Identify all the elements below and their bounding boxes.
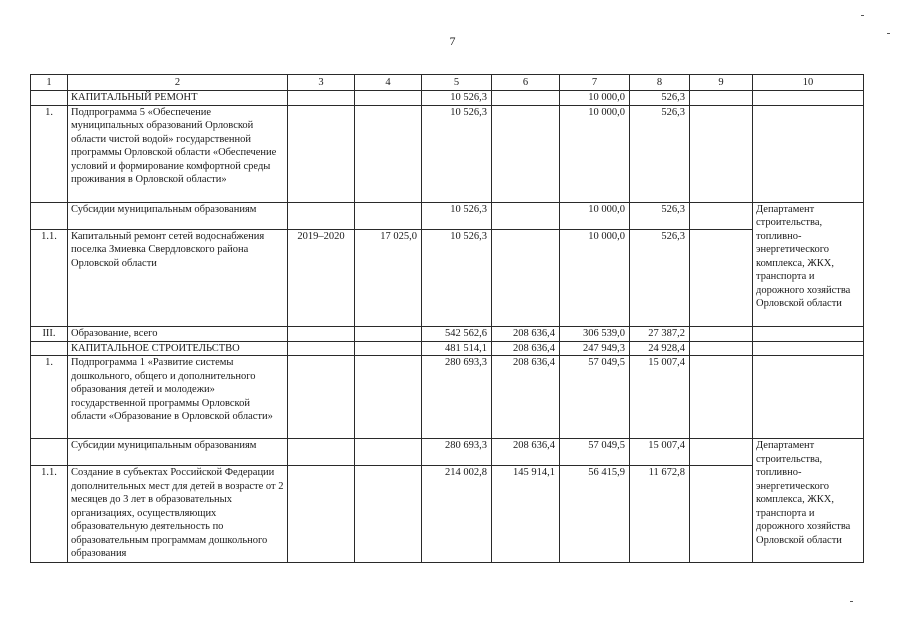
executor-cell xyxy=(753,356,864,439)
table-row xyxy=(31,466,864,563)
regional-cell: 247 949,3 xyxy=(560,341,630,356)
regional-cell: 10 000,0 xyxy=(560,202,630,229)
total-cell: 10 526,3 xyxy=(422,105,492,202)
period-cell xyxy=(288,341,355,356)
cost-cell xyxy=(355,466,422,563)
cost-cell xyxy=(355,341,422,356)
column-header: 8 xyxy=(630,75,690,91)
table-row xyxy=(31,229,864,326)
row-title: Образование, всего xyxy=(68,326,288,341)
local-cell: 11 672,8 xyxy=(630,466,690,563)
column-header: 2 xyxy=(68,75,288,91)
period-cell xyxy=(288,105,355,202)
row-number xyxy=(31,341,68,356)
federal-cell: 208 636,4 xyxy=(492,439,560,466)
other-cell xyxy=(690,326,753,341)
period-cell xyxy=(288,356,355,439)
local-cell: 526,3 xyxy=(630,229,690,326)
federal-cell: 208 636,4 xyxy=(492,341,560,356)
federal-cell xyxy=(492,229,560,326)
total-cell: 280 693,3 xyxy=(422,356,492,439)
total-cell: 280 693,3 xyxy=(422,439,492,466)
column-header: 5 xyxy=(422,75,492,91)
period-cell xyxy=(288,326,355,341)
cost-cell: 17 025,0 xyxy=(355,229,422,326)
other-cell xyxy=(690,466,753,563)
table-row xyxy=(31,105,864,202)
row-number: 1.1. xyxy=(31,229,68,326)
row-title: Субсидии муниципальным образованиям xyxy=(68,439,288,466)
total-cell: 542 562,6 xyxy=(422,326,492,341)
column-header: 3 xyxy=(288,75,355,91)
other-cell xyxy=(690,91,753,106)
federal-cell: 208 636,4 xyxy=(492,326,560,341)
row-title: Субсидии муниципальным образованиям xyxy=(68,202,288,229)
row-number xyxy=(31,202,68,229)
cost-cell xyxy=(355,356,422,439)
other-cell xyxy=(690,105,753,202)
regional-cell: 10 000,0 xyxy=(560,91,630,106)
regional-cell: 10 000,0 xyxy=(560,105,630,202)
row-title: КАПИТАЛЬНЫЙ РЕМОНТ xyxy=(68,91,288,106)
total-cell: 10 526,3 xyxy=(422,91,492,106)
executor-cell xyxy=(753,91,864,106)
table-row xyxy=(31,91,864,106)
regional-cell: 306 539,0 xyxy=(560,326,630,341)
column-header: 6 xyxy=(492,75,560,91)
column-header: 1 xyxy=(31,75,68,91)
scan-speck xyxy=(850,601,853,602)
cost-cell xyxy=(355,439,422,466)
federal-cell xyxy=(492,91,560,106)
cost-cell xyxy=(355,91,422,106)
table-row xyxy=(31,439,864,466)
executor-cell: Департамент строительства, топливно-энергетического комплекса, ЖКХ, транспорта и дорожного хозяйства Орловской области xyxy=(753,202,864,326)
table-header-row xyxy=(31,75,864,91)
row-number: III. xyxy=(31,326,68,341)
table-row xyxy=(31,202,864,229)
local-cell: 24 928,4 xyxy=(630,341,690,356)
column-header: 4 xyxy=(355,75,422,91)
period-cell xyxy=(288,91,355,106)
federal-cell xyxy=(492,202,560,229)
period-cell: 2019–2020 xyxy=(288,229,355,326)
local-cell: 15 007,4 xyxy=(630,356,690,439)
scan-speck xyxy=(887,33,890,34)
row-number: 1. xyxy=(31,105,68,202)
other-cell xyxy=(690,439,753,466)
local-cell: 15 007,4 xyxy=(630,439,690,466)
regional-cell: 10 000,0 xyxy=(560,229,630,326)
federal-cell: 145 914,1 xyxy=(492,466,560,563)
regional-cell: 57 049,5 xyxy=(560,356,630,439)
executor-cell: Департамент строительства, топливно-энергетического комплекса, ЖКХ, транспорта и дорожного хозяйства Орловской области xyxy=(753,439,864,563)
budget-table xyxy=(30,74,864,563)
row-title: Подпрограмма 1 «Развитие системы дошкольного, общего и дополнительного образования детей и молодежи» государственной программы Орловской области «Образование в Орловской области» xyxy=(68,356,288,439)
column-header: 9 xyxy=(690,75,753,91)
local-cell: 526,3 xyxy=(630,91,690,106)
total-cell: 481 514,1 xyxy=(422,341,492,356)
cost-cell xyxy=(355,326,422,341)
row-number xyxy=(31,91,68,106)
executor-cell xyxy=(753,105,864,202)
cost-cell xyxy=(355,105,422,202)
total-cell: 10 526,3 xyxy=(422,202,492,229)
column-header: 7 xyxy=(560,75,630,91)
regional-cell: 56 415,9 xyxy=(560,466,630,563)
row-title: Капитальный ремонт сетей водоснабжения поселка Змиевка Свердловского района Орловской области xyxy=(68,229,288,326)
other-cell xyxy=(690,356,753,439)
row-number xyxy=(31,439,68,466)
total-cell: 10 526,3 xyxy=(422,229,492,326)
other-cell xyxy=(690,229,753,326)
executor-cell xyxy=(753,341,864,356)
table-row xyxy=(31,341,864,356)
federal-cell: 208 636,4 xyxy=(492,356,560,439)
period-cell xyxy=(288,202,355,229)
row-number: 1.1. xyxy=(31,466,68,563)
row-number: 1. xyxy=(31,356,68,439)
row-title: КАПИТАЛЬНОЕ СТРОИТЕЛЬСТВО xyxy=(68,341,288,356)
table-row xyxy=(31,326,864,341)
local-cell: 27 387,2 xyxy=(630,326,690,341)
page-number: 7 xyxy=(449,34,456,48)
executor-cell xyxy=(753,326,864,341)
scan-speck xyxy=(861,15,864,16)
cost-cell xyxy=(355,202,422,229)
table-row xyxy=(31,356,864,439)
other-cell xyxy=(690,341,753,356)
column-header: 10 xyxy=(753,75,864,91)
local-cell: 526,3 xyxy=(630,202,690,229)
period-cell xyxy=(288,466,355,563)
federal-cell xyxy=(492,105,560,202)
local-cell: 526,3 xyxy=(630,105,690,202)
other-cell xyxy=(690,202,753,229)
regional-cell: 57 049,5 xyxy=(560,439,630,466)
period-cell xyxy=(288,439,355,466)
row-title: Подпрограмма 5 «Обеспечение муниципальных образований Орловской области чистой водой» государственной программы Орловской области «Обеспечение условий и формирование комфортной среды проживания в Орловской области» xyxy=(68,105,288,202)
total-cell: 214 002,8 xyxy=(422,466,492,563)
row-title: Создание в субъектах Российской Федерации дополнительных мест для детей в возрасте от 2 месяцев до 3 лет в образовательных организациях, осуществляющих образовательную деятельность по образовательным программам дошкольного образования xyxy=(68,466,288,563)
